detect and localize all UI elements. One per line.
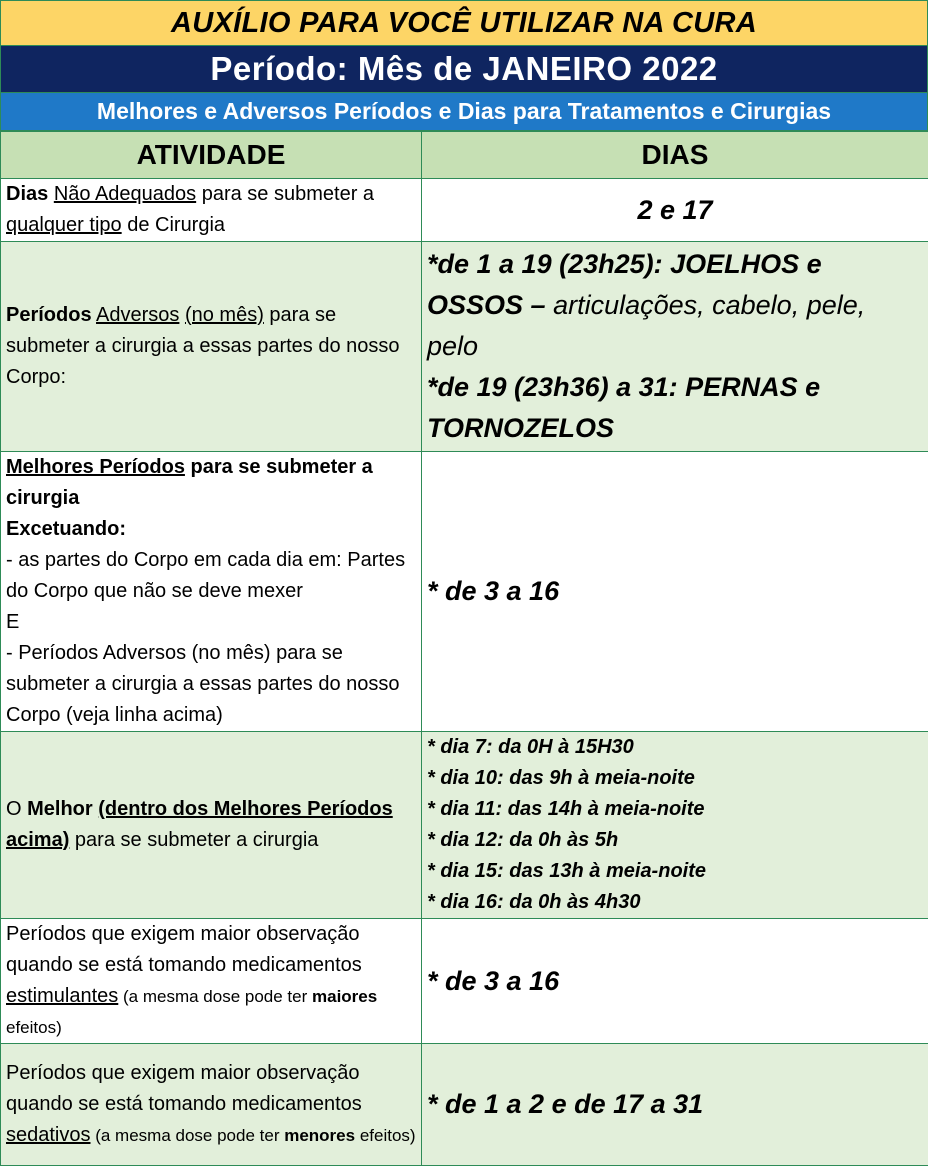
subtitle: Melhores e Adversos Períodos e Dias para Tratamentos e Cirurgias [0,92,928,131]
table-row [1,452,928,732]
list-item: * dia 12: da 0h às 5h [427,825,923,856]
days-cell: * de 3 a 16 [422,919,928,1044]
main-title: AUXÍLIO PARA VOCÊ UTILIZAR NA CURA [0,0,928,45]
list-item: * dia 10: das 9h à meia-noite [427,763,923,794]
activity-cell: O Melhor (dentro dos Melhores Períodos acima) para se submeter a cirurgia [1,732,422,919]
table-row [1,732,928,919]
days-cell: 2 e 17 [422,179,928,242]
days-cell [422,732,928,919]
table-row [1,179,928,242]
activity-cell: Períodos que exigem maior observação quando se está tomando medicamentos estimulantes (a mesma dose pode ter maiores efeitos) [1,919,422,1044]
table-row [1,919,928,1044]
days-cell: * de 3 a 16 [422,452,928,732]
schedule-table [0,131,928,1166]
days-cell: * de 1 a 2 e de 17 a 31 [422,1044,928,1166]
table-row [1,1044,928,1166]
column-header-days: DIAS [422,132,928,179]
list-item: * dia 7: da 0H à 15H30 [427,732,923,763]
days-cell: *de 1 a 19 (23h25): JOELHOS e OSSOS – articulações, cabelo, pele, pelo *de 19 (23h36) a 31: PERNAS e TORNOZELOS [422,242,928,452]
list-item: * dia 15: das 13h à meia-noite [427,856,923,887]
activity-cell: Períodos que exigem maior observação quando se está tomando medicamentos sedativos (a mesma dose pode ter menores efeitos) [1,1044,422,1166]
activity-cell: Dias Não Adequados para se submeter a qualquer tipo de Cirurgia [1,179,422,242]
period-title: Período: Mês de JANEIRO 2022 [0,45,928,92]
list-item: * dia 11: das 14h à meia-noite [427,794,923,825]
activity-cell: Melhores Períodos para se submeter a cirurgia Excetuando: - as partes do Corpo em cada dia em: Partes do Corpo que não se deve mexer E - Períodos Adversos (no mês) para se submeter a cirurgia a essas partes do nosso Corpo (veja linha acima) [1,452,422,732]
list-item: * dia 16: da 0h às 4h30 [427,887,923,918]
table-header-row [1,132,928,179]
column-header-activity: ATIVIDADE [1,132,422,179]
table-row [1,242,928,452]
activity-cell: Períodos Adversos (no mês) para se submeter a cirurgia a essas partes do nosso Corpo: [1,242,422,452]
